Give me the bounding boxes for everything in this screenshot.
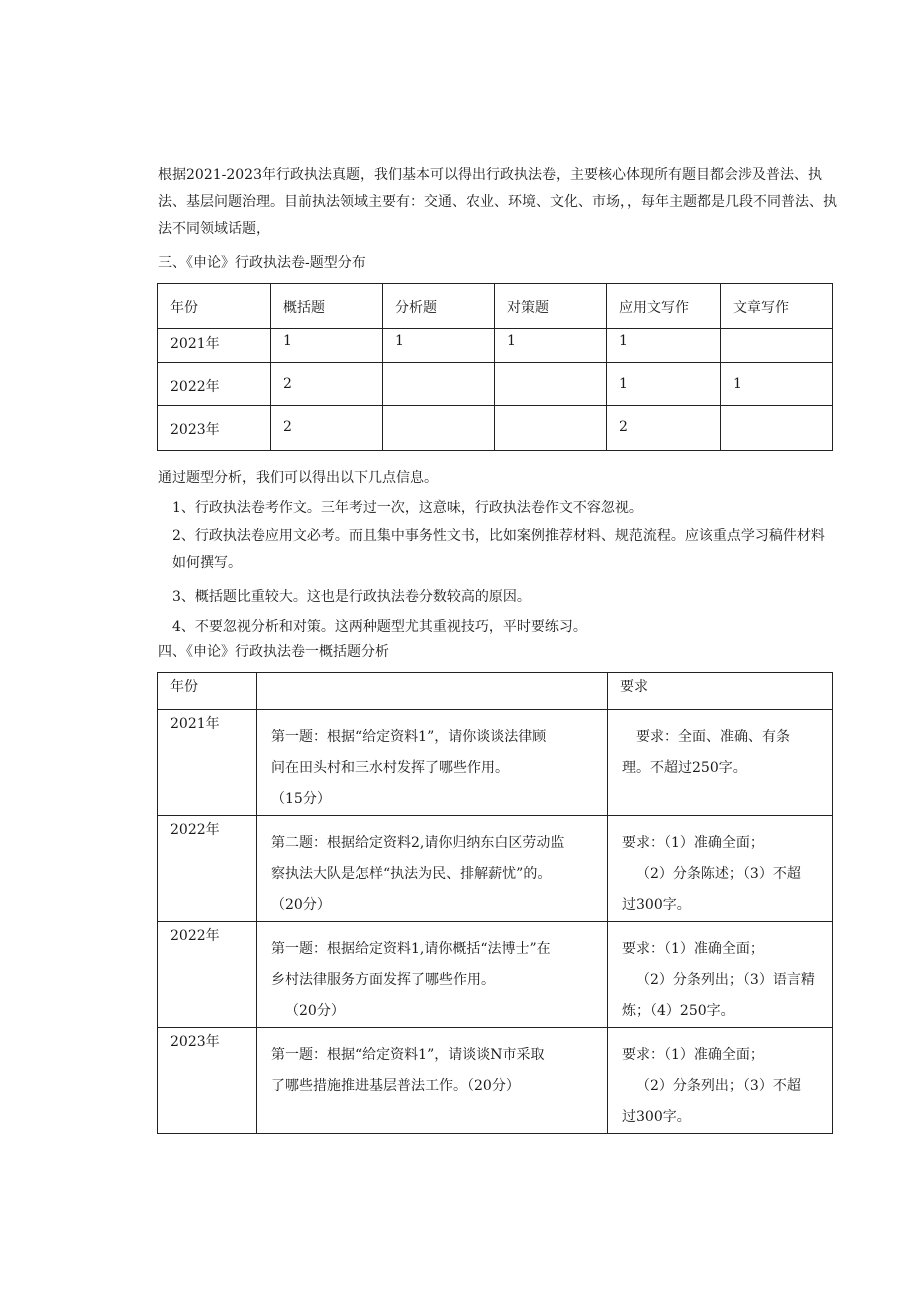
requirement-line: 要求：（1）准确全面； bbox=[622, 1047, 764, 1063]
table-cell bbox=[495, 363, 607, 406]
table-cell: 1 bbox=[721, 363, 833, 406]
question-line: 第二题：根据给定资料2,请你归纳东白区劳动监 bbox=[271, 835, 565, 851]
question-cell bbox=[257, 922, 608, 1028]
question-line: 乡村法律服务方面发挥了哪些作用。 bbox=[271, 972, 495, 988]
requirement-line: 要求：（1）准确全面； bbox=[622, 941, 764, 957]
table-cell bbox=[721, 329, 833, 363]
table-row bbox=[158, 922, 833, 1028]
header-cell: 概括题 bbox=[271, 284, 383, 329]
question-type-table bbox=[157, 283, 833, 451]
header-cell: 对策题 bbox=[495, 284, 607, 329]
table-header-row bbox=[158, 673, 833, 710]
table-cell: 2 bbox=[271, 406, 383, 451]
table-cell: 1 bbox=[607, 363, 721, 406]
section-4-title: 四、《申论》行政执法卷一概括题分析 bbox=[158, 644, 389, 660]
requirement-cell bbox=[608, 1028, 833, 1134]
section-3-title: 三、《申论》行政执法卷-题型分布 bbox=[158, 255, 366, 271]
requirement-line: 要求：（1）准确全面； bbox=[622, 835, 764, 851]
table-cell: 2022年 bbox=[158, 363, 271, 406]
table-cell bbox=[721, 406, 833, 451]
header-cell: 应用文写作 bbox=[607, 284, 721, 329]
table-cell: 2 bbox=[271, 363, 383, 406]
year-cell: 2021年 bbox=[158, 710, 257, 816]
table-row bbox=[158, 816, 833, 922]
requirement-line: （2）分条列出；（3）语言精 bbox=[636, 972, 815, 988]
question-line: 第一题：根据“给定资料1”，请你谈谈法律顾 bbox=[271, 729, 547, 745]
header-cell: 要求 bbox=[608, 673, 833, 710]
intro-paragraph: 根据2021-2023年行政执法真题，我们基本可以得出行政执法卷，主要核心体现所有题目都会涉及普法、执法、基层问题治理。目前执法领域主要有：交通、农业、环境、文化、市场，，每年主题都是几段不同普法、执法不同领域话题， bbox=[158, 167, 837, 237]
year-cell: 2022年 bbox=[158, 922, 257, 1028]
table-row bbox=[158, 363, 833, 406]
header-cell: 文章写作 bbox=[721, 284, 833, 329]
header-cell: 分析题 bbox=[383, 284, 495, 329]
question-line: （20分） bbox=[285, 1003, 345, 1019]
point-item: 2、行政执法卷应用文必考。而且集中事务性文书，比如案例推荐材料、规范流程。应该重点学习稿件材料如何撰写。 bbox=[172, 528, 825, 571]
requirement-cell bbox=[608, 922, 833, 1028]
table-cell bbox=[383, 363, 495, 406]
analysis-intro: 通过题型分析，我们可以得出以下几点信息。 bbox=[158, 470, 438, 486]
header-cell: 年份 bbox=[158, 673, 257, 710]
question-cell bbox=[257, 710, 608, 816]
table-cell: 1 bbox=[495, 329, 607, 363]
table-cell: 1 bbox=[271, 329, 383, 363]
point-item: 4、不要忽视分析和对策。这两种题型尤其重视技巧，平时要练习。 bbox=[172, 619, 587, 635]
header-cell bbox=[257, 673, 608, 710]
table-cell bbox=[495, 406, 607, 451]
summary-question-table bbox=[157, 672, 833, 1134]
requirement-line: 过300字。 bbox=[622, 897, 691, 913]
question-line: 问在田头村和三水村发挥了哪些作用。 bbox=[271, 760, 509, 776]
question-cell bbox=[257, 1028, 608, 1134]
year-cell: 2023年 bbox=[158, 1028, 257, 1134]
question-line: （15分） bbox=[271, 791, 331, 807]
header-cell: 年份 bbox=[158, 284, 271, 329]
table-header-row bbox=[158, 284, 833, 329]
requirement-line: 炼；（4）250字。 bbox=[622, 1003, 735, 1019]
requirement-cell bbox=[608, 710, 833, 816]
year-cell: 2022年 bbox=[158, 816, 257, 922]
table-cell bbox=[383, 406, 495, 451]
requirement-line: 要求：全面、准确、有条 bbox=[636, 729, 790, 745]
table-cell: 1 bbox=[607, 329, 721, 363]
requirement-line: 过300字。 bbox=[622, 1109, 691, 1125]
question-line: 第一题：根据给定资料1,请你概括“法博士”在 bbox=[271, 941, 551, 957]
requirement-line: （2）分条列出；（3）不超 bbox=[636, 1078, 801, 1094]
point-item: 3、概括题比重较大。这也是行政执法卷分数较高的原因。 bbox=[172, 589, 531, 605]
requirement-line: （2）分条陈述；（3）不超 bbox=[636, 866, 801, 882]
question-line: （20分） bbox=[271, 897, 331, 913]
table-cell: 2 bbox=[607, 406, 721, 451]
question-line: 察执法大队是怎样“执法为民、排解薪忧”的。 bbox=[271, 866, 552, 882]
point-item: 1、行政执法卷考作文。三年考过一次，这意味，行政执法卷作文不容忽视。 bbox=[172, 500, 643, 516]
table-row bbox=[158, 710, 833, 816]
table-row bbox=[158, 329, 833, 363]
table-cell: 1 bbox=[383, 329, 495, 363]
table-cell: 2021年 bbox=[158, 329, 271, 363]
question-line: 第一题：根据“给定资料1”，请谈谈N市采取 bbox=[271, 1047, 545, 1063]
requirement-line: 理。不超过250字。 bbox=[622, 760, 747, 776]
question-line: 了哪些措施推进基层普法工作。（20分） bbox=[271, 1078, 520, 1094]
table-row bbox=[158, 406, 833, 451]
table-cell: 2023年 bbox=[158, 406, 271, 451]
question-cell bbox=[257, 816, 608, 922]
table-row bbox=[158, 1028, 833, 1134]
requirement-cell bbox=[608, 816, 833, 922]
